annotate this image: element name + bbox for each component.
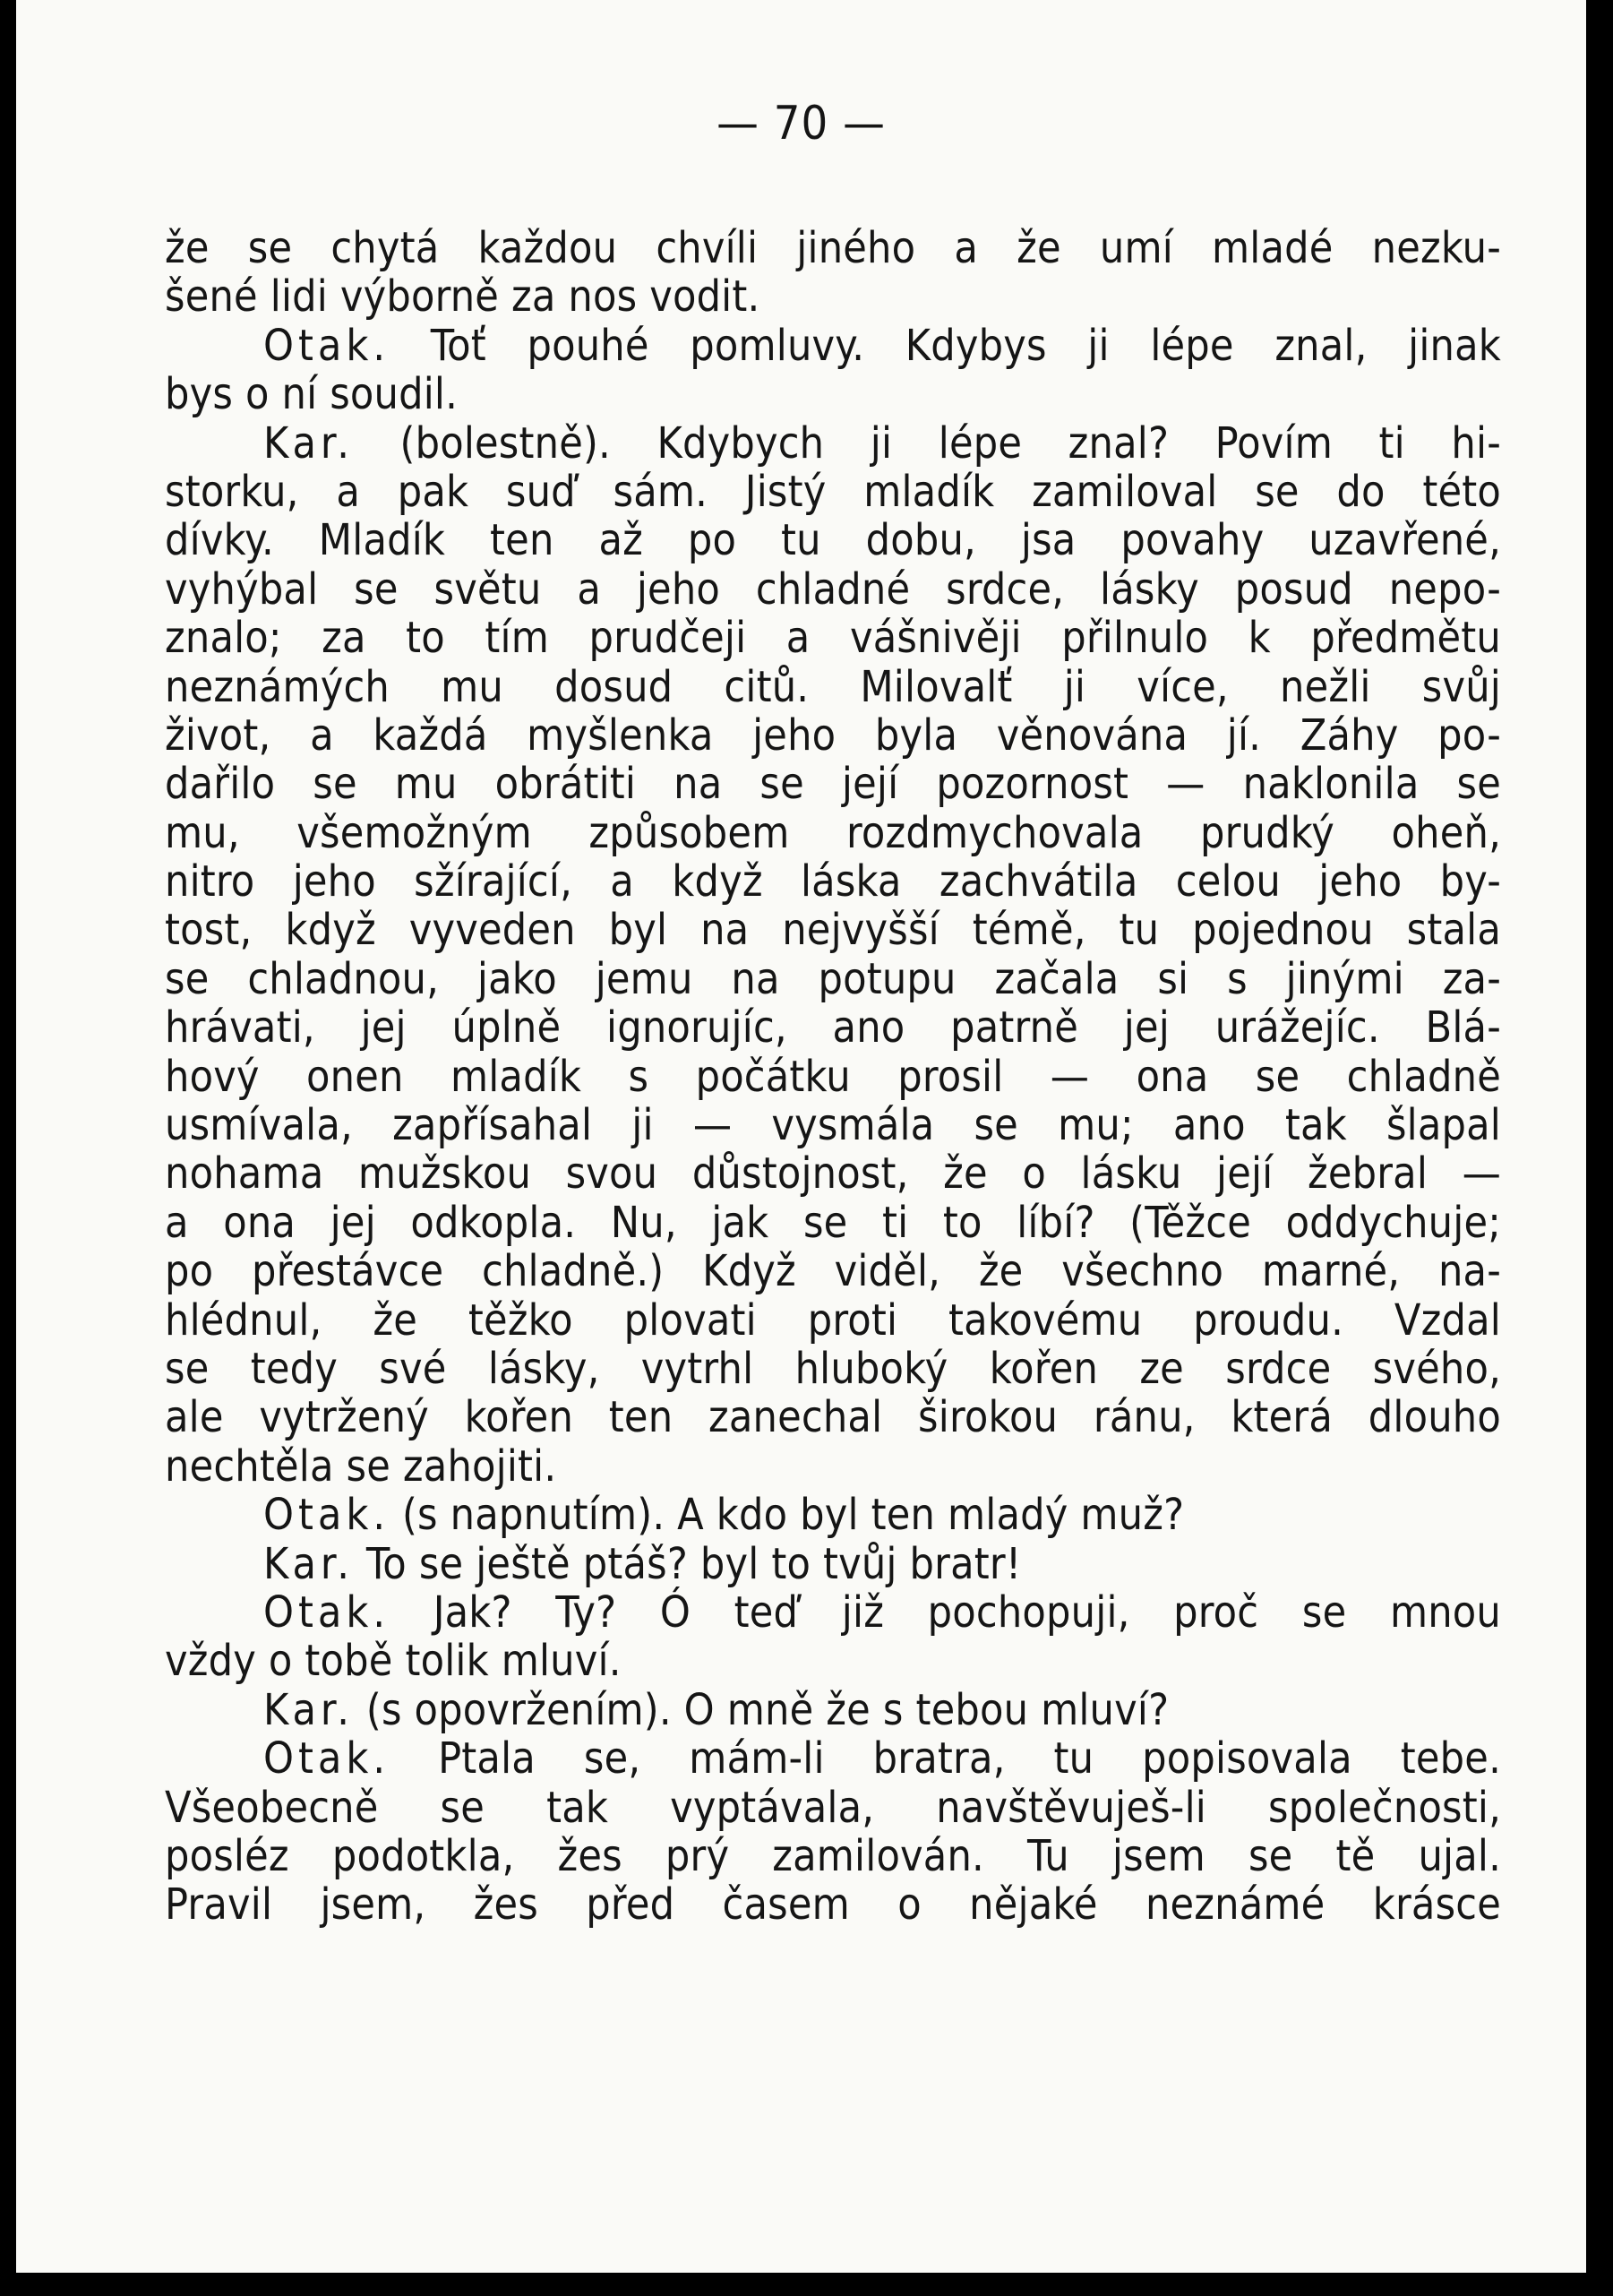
text-line	[165, 1686, 1501, 1734]
text-line	[165, 1442, 1501, 1491]
speaker-name: Otak.	[263, 1587, 390, 1638]
text-line	[165, 1345, 1501, 1393]
speaker-name: Otak.	[263, 320, 390, 371]
line-text: hrávati, jej úplně ignorujíc, ano patrně jej urážejíc. Blá-	[165, 1002, 1501, 1053]
speaker-name: Kar.	[263, 1538, 354, 1589]
line-text: znalo; za to tím prudčeji a vášnivěji přilnulo k předmětu	[165, 613, 1501, 664]
text-line	[165, 1199, 1501, 1247]
text-line	[165, 663, 1501, 711]
speaker-name: Kar.	[263, 417, 354, 469]
line-text: že se chytá každou chvíli jiného a že umí mladé nezku-	[165, 223, 1501, 273]
line-text: se chladnou, jako jemu na potupu začala si s jinými za-	[165, 953, 1501, 1004]
body-text	[165, 224, 1501, 1930]
line-text: Ptala se, mám-li bratra, tu popisovala tebe.	[390, 1733, 1501, 1784]
line-text: posléz podotkla, žes prý zamilován. Tu jsem se tě ujal.	[165, 1830, 1501, 1881]
text-line	[165, 1003, 1501, 1052]
line-text: ale vytržený kořen ten zanechal širokou ránu, která dlouho	[165, 1392, 1501, 1443]
line-text: Všeobecně se tak vyptávala, navštěvuješ-li společnosti,	[165, 1782, 1501, 1833]
text-line	[165, 955, 1501, 1003]
line-text: To se ještě ptáš? byl to tvůj bratr!	[353, 1538, 1022, 1589]
speaker-name: Otak.	[263, 1490, 390, 1541]
line-text: (s opovržením). O mně že s tebou mluví?	[353, 1684, 1170, 1735]
text-line	[165, 1101, 1501, 1149]
text-line	[165, 1784, 1501, 1832]
text-line	[165, 760, 1501, 808]
line-text: vždy o tobě tolik mluví.	[165, 1636, 622, 1687]
text-line	[165, 1149, 1501, 1198]
text-line	[165, 906, 1501, 954]
line-text: (s napnutím). A kdo byl ten mladý muž?	[390, 1490, 1185, 1541]
line-text: dařilo se mu obrátiti na se její pozornost — naklonila se	[165, 759, 1501, 810]
line-text: Toť pouhé pomluvy. Kdybys ji lépe znal, jinak	[390, 320, 1501, 371]
text-line	[165, 1880, 1501, 1929]
line-text: šené lidi výborně za nos vodit.	[165, 271, 760, 322]
line-text: usmívala, zapřísahal ji — vysmála se mu; ano tak šlapal	[165, 1100, 1501, 1151]
text-line	[165, 1734, 1501, 1783]
scan-border-bottom	[0, 2273, 1613, 2296]
line-text: život, a každá myšlenka jeho byla věnována jí. Záhy po-	[165, 709, 1501, 761]
text-line	[165, 224, 1501, 272]
text-line	[165, 468, 1501, 516]
line-text: Jak? Ty? Ó teď již pochopuji, proč se mnou	[390, 1587, 1501, 1638]
text-line	[165, 1491, 1501, 1539]
line-text: tost, když vyveden byl na nejvyšší témě, tu pojednou stala	[165, 905, 1501, 956]
text-line	[165, 419, 1501, 468]
text-line	[165, 1053, 1501, 1101]
line-text: a ona jej odkopla. Nu, jak se ti to líbí? (Těžce oddychuje;	[165, 1197, 1501, 1248]
text-line	[165, 809, 1501, 857]
text-line	[165, 370, 1501, 418]
text-line	[165, 322, 1501, 370]
page-number: — 70 —	[716, 97, 886, 150]
line-text: se tedy své lásky, vytrhl hluboký kořen ze srdce svého,	[165, 1343, 1501, 1394]
text-line	[165, 1393, 1501, 1441]
line-text: bys o ní soudil.	[165, 369, 459, 420]
line-text: mu, všemožným způsobem rozdmychovala prudký oheň,	[165, 807, 1501, 858]
text-line	[165, 1247, 1501, 1295]
text-line	[165, 614, 1501, 662]
text-line	[165, 711, 1501, 760]
line-text: dívky. Mladík ten až po tu dobu, jsa povahy uzavřené,	[165, 515, 1501, 566]
line-text: neznámých mu dosud citů. Milovalť ji více, nežli svůj	[165, 661, 1501, 712]
line-text: storku, a pak suď sám. Jistý mladík zamiloval se do této	[165, 466, 1501, 517]
text-line	[165, 857, 1501, 906]
line-text: (bolestně). Kdybych ji lépe znal? Povím ti hi-	[353, 417, 1501, 469]
text-line	[165, 1637, 1501, 1685]
text-line	[165, 1540, 1501, 1588]
book-page	[16, 0, 1586, 2273]
text-line	[165, 1296, 1501, 1345]
line-text: nitro jeho sžírající, a když láska zachvátila celou jeho by-	[165, 856, 1501, 907]
line-text: vyhýbal se světu a jeho chladné srdce, lásky posud nepo-	[165, 563, 1501, 615]
line-text: nechtěla se zahojiti.	[165, 1440, 557, 1492]
text-line	[165, 1588, 1501, 1637]
line-text: Pravil jsem, žes před časem o nějaké neznámé krásce	[165, 1879, 1501, 1931]
line-text: hlédnul, že těžko plovati proti takovému proudu. Vzdal	[165, 1294, 1501, 1346]
speaker-name: Otak.	[263, 1733, 390, 1784]
text-line	[165, 565, 1501, 614]
line-text: nohama mužskou svou důstojnost, že o lásku její žebral —	[165, 1148, 1501, 1200]
line-text: hový onen mladík s počátku prosil — ona se chladně	[165, 1051, 1501, 1102]
line-text: po přestávce chladně.) Když viděl, že všechno marné, na-	[165, 1246, 1501, 1297]
text-line	[165, 1832, 1501, 1880]
speaker-name: Kar.	[263, 1684, 354, 1735]
scan-border-right	[1586, 0, 1613, 2296]
text-line	[165, 516, 1501, 564]
text-line	[165, 272, 1501, 321]
